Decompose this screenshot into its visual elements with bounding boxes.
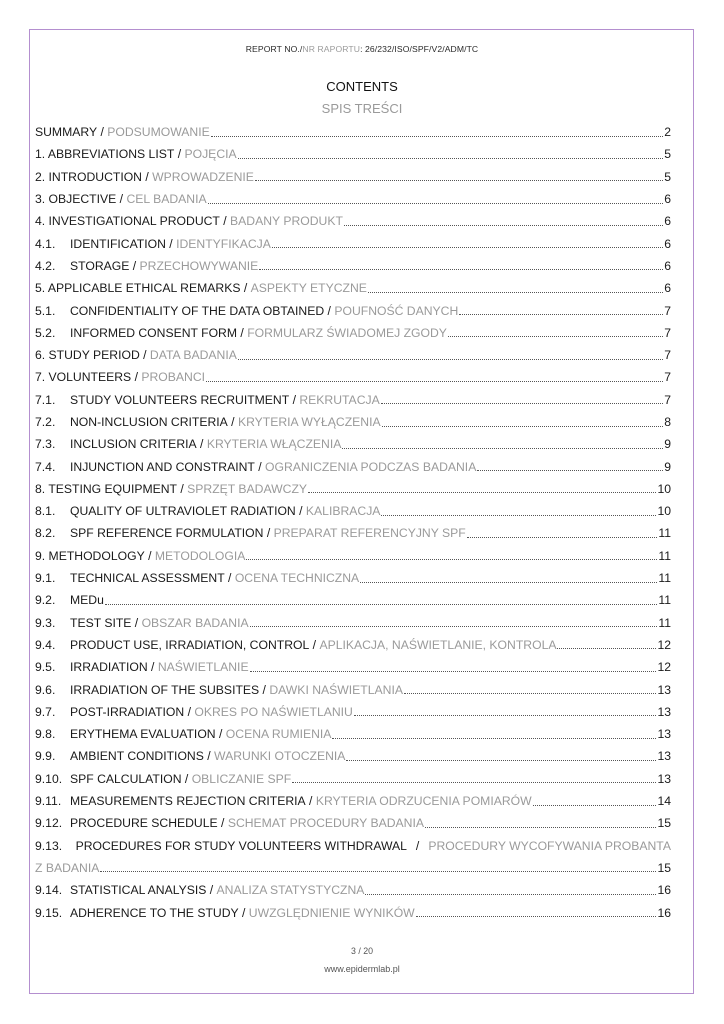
toc-entry-page: 7	[664, 348, 671, 363]
toc-entry-leader	[416, 916, 657, 917]
toc-entry-title-pl: WARUNKI OTOCZENIA	[214, 749, 346, 764]
toc-entry-separator: /	[141, 169, 153, 184]
toc-entry-title-pl: DAWKI NAŚWIETLANIA	[269, 682, 403, 697]
toc-entry-number: 8.1.	[35, 504, 56, 519]
toc-entry-title-en: STORAGE	[70, 258, 130, 273]
toc-entry-title-pl: REKRUTACJA	[299, 392, 380, 407]
toc-entry-page: 13	[657, 749, 671, 764]
toc-entry-title-en: MEASUREMENTS REJECTION CRITERIA	[70, 794, 306, 809]
toc-entry-separator: /	[116, 192, 127, 207]
toc-entry-page: 15	[657, 860, 671, 875]
toc-entry[interactable]	[35, 500, 671, 522]
toc-entry-page: 6	[664, 258, 671, 273]
toc-entry-title-en: STATISTICAL ANALYSIS	[70, 883, 207, 898]
toc-entry-leader	[272, 247, 663, 248]
toc-entry[interactable]	[35, 232, 671, 254]
toc-entry-page: 5	[664, 169, 671, 184]
toc-entry-separator: /	[203, 749, 215, 764]
toc-entry-title-pl-continued: Z BADANIA	[35, 860, 100, 875]
toc-entry-title-pl: DATA BADANIA	[149, 348, 237, 363]
toc-entry-page: 16	[657, 883, 671, 898]
toc-entry-separator: /	[237, 325, 248, 340]
toc-entry-title-en: AMBIENT CONDITIONS	[70, 749, 204, 764]
toc-entry-page: 9	[664, 437, 671, 452]
toc-entry-leader	[365, 894, 656, 895]
toc-entry-title-pl: PRZECHOWYWANIE	[139, 258, 259, 273]
toc-entry-page: 5	[664, 147, 671, 162]
toc-entry-page: 11	[658, 615, 671, 630]
toc-entry[interactable]	[35, 768, 671, 790]
toc-entry-title-en: ERYTHEMA EVALUATION	[70, 727, 216, 742]
toc-entry[interactable]	[35, 589, 671, 611]
toc-entry-title-pl: CEL BADANIA	[126, 192, 207, 207]
toc-entry-number: 9.8.	[35, 727, 56, 742]
toc-entry-leader	[533, 805, 657, 806]
toc-entry-number: 9.9.	[35, 749, 56, 764]
report-label-en: REPORT NO./	[245, 44, 303, 54]
toc-entry-page: 7	[664, 303, 671, 318]
toc-entry-leader	[382, 426, 664, 427]
toc-entry-number: 9.7.	[35, 704, 56, 719]
toc-entry-number: 9.1.	[35, 571, 56, 586]
toc-entry-title-pl: OBLICZANIE SPF	[191, 771, 292, 786]
toc-entry[interactable]	[35, 790, 671, 812]
toc-entry-separator: /	[97, 125, 108, 140]
toc-entry-page: 8	[664, 415, 671, 429]
toc-entry[interactable]	[35, 121, 671, 143]
toc-entry-leader	[360, 582, 657, 583]
toc-entry-leader	[292, 782, 656, 783]
toc-entry-title-en: SUMMARY	[35, 125, 98, 140]
toc-entry-page: 2	[664, 125, 671, 140]
toc-entry[interactable]	[35, 143, 671, 165]
toc-entry-leader	[100, 871, 656, 872]
toc-entry[interactable]	[35, 166, 671, 188]
toc-entry-title-en: 4. INVESTIGATIONAL PRODUCT	[35, 214, 220, 229]
toc-entry-title-en: ADHERENCE TO THE STUDY	[70, 905, 239, 920]
toc-entry-separator: /	[131, 370, 142, 385]
toc-entry-title-en: 9. METHODOLOGY	[35, 548, 145, 563]
toc-entry-title-pl: FORMULARZ ŚWIADOMEJ ZGODY	[247, 325, 447, 340]
toc-entry-leader	[250, 626, 658, 627]
toc-entry-separator: /	[181, 771, 192, 786]
toc-entry-title-en: 7. VOLUNTEERS	[35, 370, 132, 385]
toc-entry-title-pl: SCHEMAT PROCEDURY BADANIA	[227, 816, 424, 831]
table-of-contents	[35, 121, 671, 924]
toc-entry-separator: /	[254, 459, 266, 474]
toc-entry-page: 11	[658, 593, 671, 608]
toc-entry-title-en: 6. STUDY PERIOD	[35, 348, 140, 363]
toc-entry-continuation[interactable]	[35, 857, 671, 879]
toc-entry-title-en: INFORMED CONSENT FORM	[70, 325, 238, 340]
toc-entry-page: 11	[658, 571, 671, 586]
toc-entry[interactable]	[35, 678, 671, 700]
toc-entry-leader	[477, 470, 663, 471]
toc-entry[interactable]	[35, 901, 671, 923]
toc-entry-title-en: 8. TESTING EQUIPMENT	[35, 481, 177, 496]
toc-entry-title-en: PROCEDURES FOR STUDY VOLUNTEERS WITHDRAWAL	[75, 838, 407, 853]
toc-entry-separator: /	[219, 214, 231, 229]
toc-entry-page: 13	[657, 727, 671, 742]
toc-entry[interactable]	[35, 322, 671, 344]
toc-entry[interactable]	[35, 366, 671, 388]
toc-entry-title-pl: ASPEKTY ETYCZNE	[250, 281, 367, 296]
toc-entry-title-en: IRRADIATION OF THE SUBSITES	[70, 682, 260, 697]
toc-entry-title-pl: APLIKACJA, NAŚWIETLANIE, KONTROLA	[319, 637, 557, 652]
toc-entry-separator: /	[240, 281, 251, 296]
toc-entry-page: 13	[657, 704, 671, 719]
toc-entry-title-en: TECHNICAL ASSESSMENT	[70, 571, 225, 586]
toc-entry[interactable]	[35, 411, 671, 433]
toc-entry-leader	[381, 403, 664, 404]
toc-entry-leader	[332, 738, 656, 739]
toc-entry[interactable]	[35, 455, 671, 477]
toc-entry-title-pl: OKRES PO NAŚWIETLANIU	[194, 704, 353, 719]
toc-entry-number: 5.1.	[35, 303, 56, 318]
toc-entry-title-en: 3. OBJECTIVE	[35, 192, 117, 207]
toc-entry-separator: /	[184, 704, 195, 719]
toc-entry[interactable]	[35, 299, 671, 321]
toc-entry-page: 7	[664, 370, 671, 385]
toc-entry[interactable]	[35, 634, 671, 656]
toc-entry-title-pl: PODSUMOWANIE	[107, 125, 210, 140]
toc-entry-leader	[255, 180, 663, 181]
toc-entry[interactable]	[35, 745, 671, 767]
toc-entry-separator: /	[176, 481, 188, 496]
toc-entry-leader	[250, 671, 657, 672]
toc-entry-leader	[404, 693, 656, 694]
toc-entry-leader	[368, 292, 663, 293]
toc-entry-number: 7.4.	[35, 459, 56, 474]
toc-entry-title-en: 5. APPLICABLE ETHICAL REMARKS	[35, 281, 241, 296]
toc-entry-title-pl: UWZGLĘDNIENIE WYNIKÓW	[248, 905, 415, 920]
toc-entry-title-pl: KRYTERIA WŁĄCZENIA	[206, 437, 342, 452]
toc-entry[interactable]	[35, 478, 671, 500]
page-title: CONTENTS	[326, 79, 398, 94]
toc-entry-page: 10	[657, 504, 671, 519]
toc-entry-title-en: IDENTIFICATION	[70, 236, 166, 251]
toc-entry[interactable]	[35, 723, 671, 745]
toc-entry[interactable]	[35, 210, 671, 232]
toc-entry-separator: /	[217, 816, 228, 831]
toc-entry-number: 4.1.	[35, 236, 56, 251]
page-subtitle: SPIS TREŚCI	[321, 101, 403, 116]
toc-entry[interactable]	[35, 545, 671, 567]
toc-entry-title-pl: ANALIZA STATYSTYCZNA	[216, 883, 365, 898]
toc-entry-separator: /	[215, 727, 226, 742]
toc-entry-number: 9.4.	[35, 637, 56, 652]
toc-entry[interactable]	[35, 433, 671, 455]
toc-entry-number: 9.12.	[35, 816, 63, 831]
toc-entry-separator: /	[165, 236, 177, 251]
toc-entry-title-pl: SPRZĘT BADAWCZY	[187, 481, 308, 496]
toc-entry[interactable]	[35, 188, 671, 210]
toc-entry-page: 7	[664, 392, 671, 407]
toc-entry[interactable]	[35, 522, 671, 544]
toc-entry-title-pl: POJĘCIA	[184, 147, 237, 162]
toc-entry-number: 9.2.	[35, 593, 56, 608]
toc-entry-number: 9.6.	[35, 682, 56, 697]
toc-entry-title-en: MEDu	[70, 593, 104, 608]
toc-entry-number: 9.14.	[35, 883, 63, 898]
toc-entry-leader	[308, 492, 656, 493]
toc-entry-title-en: INCLUSION CRITERIA	[70, 437, 197, 452]
toc-entry-number: 9.11.	[35, 794, 62, 809]
toc-entry-leader	[448, 336, 663, 337]
toc-entry-separator: /	[129, 258, 140, 273]
toc-entry-separator: /	[259, 682, 270, 697]
toc-entry-page: 6	[664, 236, 671, 251]
toc-entry-title-pl: METODOLOGIA	[154, 548, 246, 563]
toc-entry-page: 9	[664, 459, 671, 474]
report-number-value: : 26/232/ISO/SPF/V2/ADM/TC	[360, 44, 479, 54]
toc-entry-leader	[246, 559, 657, 560]
toc-entry-title-en: 2. INTRODUCTION	[35, 169, 142, 184]
toc-entry-separator: /	[324, 303, 335, 318]
toc-entry-title-en: SPF REFERENCE FORMULATION	[70, 526, 264, 541]
toc-entry-title-en: INJUNCTION AND CONSTRAINT	[70, 459, 255, 474]
toc-entry-title-en: NON-INCLUSION CRITERIA	[70, 415, 228, 429]
toc-entry-leader	[557, 648, 656, 649]
toc-entry-page: 11	[658, 548, 671, 563]
toc-entry[interactable]	[35, 612, 671, 634]
toc-entry-title-en: 1. ABBREVIATIONS LIST	[35, 147, 175, 162]
toc-entry-page: 10	[657, 481, 671, 496]
toc-entry-page: 16	[657, 905, 671, 920]
toc-entry-leader	[346, 760, 656, 761]
toc-entry-title-pl: PROCEDURY WYCOFYWANIA PROBANTA	[428, 838, 671, 853]
toc-entry-separator: /	[227, 415, 238, 429]
toc-entry-leader	[211, 136, 664, 137]
toc-entry[interactable]	[35, 879, 671, 901]
toc-entry[interactable]	[35, 344, 671, 366]
toc-entry-title-pl: PROBANCI	[141, 370, 206, 385]
toc-entry-leader	[459, 314, 663, 315]
toc-entry-page: 12	[657, 637, 671, 652]
toc-entry[interactable]	[35, 277, 671, 299]
toc-entry-leader	[342, 448, 663, 449]
toc-entry-title-en: QUALITY OF ULTRAVIOLET RADIATION	[70, 504, 296, 519]
toc-entry-number: 8.2.	[35, 526, 56, 541]
toc-entry-number: 7.1.	[35, 392, 56, 407]
toc-entry-leader	[354, 715, 657, 716]
toc-entry-separator: /	[174, 147, 185, 162]
toc-entry-leader	[425, 827, 656, 828]
toc-entry-leader	[467, 537, 658, 538]
toc-entry-separator: /	[295, 504, 306, 519]
toc-entry-title-pl: IDENTYFIKACJA	[176, 236, 271, 251]
toc-entry-number: 7.2.	[35, 415, 56, 429]
toc-entry-number: 9.5.	[35, 660, 56, 675]
toc-entry-title-pl: KRYTERIA WYŁĄCZENIA	[237, 415, 381, 429]
toc-entry-title-pl: OGRANICZENIA PODCZAS BADANIA	[265, 459, 477, 474]
toc-entry-title-en: STUDY VOLUNTEERS RECRUITMENT	[70, 392, 290, 407]
toc-entry-leader	[344, 225, 663, 226]
toc-entry-title-pl: OBSZAR BADANIA	[141, 615, 249, 630]
toc-entry-page: 11	[658, 526, 671, 541]
toc-entry-leader	[206, 381, 663, 382]
toc-entry-title-pl: KRYTERIA ODRZUCENIA POMIARÓW	[315, 794, 532, 809]
toc-entry-number: 9.3.	[35, 615, 56, 630]
toc-entry[interactable]	[35, 812, 671, 834]
toc-entry-separator: /	[206, 883, 217, 898]
toc-entry-separator: /	[139, 348, 150, 363]
toc-entry-title-pl: PREPARAT REFERENCYJNY SPF	[273, 526, 466, 541]
website-link[interactable]: www.epidermlab.pl	[324, 964, 400, 974]
toc-entry-number: 9.13.	[35, 838, 63, 853]
toc-entry-leader	[238, 359, 663, 360]
toc-entry[interactable]	[35, 656, 671, 678]
toc-entry-separator: /	[263, 526, 274, 541]
toc-entry-separator: /	[305, 794, 316, 809]
page-indicator: 3 / 20	[350, 946, 373, 956]
toc-entry-separator: /	[412, 838, 423, 853]
toc-entry-separator: /	[309, 637, 320, 652]
toc-entry-title-pl: POUFNOŚĆ DANYCH	[334, 303, 459, 318]
toc-entry-title-en: POST-IRRADIATION	[70, 704, 185, 719]
toc-entry-title-pl: NAŚWIETLANIE	[157, 660, 249, 675]
toc-entry-page: 6	[664, 214, 671, 229]
toc-entry-title-en: SPF CALCULATION	[70, 771, 182, 786]
toc-entry-separator: /	[224, 571, 235, 586]
toc-entry-leader	[238, 158, 664, 159]
toc-entry[interactable]	[35, 835, 671, 857]
toc-entry-title-pl: WPROWADZENIE	[152, 169, 254, 184]
toc-entry-number: 9.15.	[35, 905, 63, 920]
toc-entry-page: 6	[664, 281, 671, 296]
toc-entry-title-pl: OCENA RUMIENIA	[225, 727, 332, 742]
toc-entry-number: 7.3.	[35, 437, 56, 452]
toc-entry-title-en: PRODUCT USE, IRRADIATION, CONTROL	[70, 637, 310, 652]
toc-entry-separator: /	[289, 392, 300, 407]
toc-entry-title-en: IRRADIATION	[70, 660, 148, 675]
toc-entry-page: 13	[657, 682, 671, 697]
toc-entry-number: 9.10.	[35, 771, 63, 786]
toc-entry-title-pl: OCENA TECHNICZNA	[234, 571, 360, 586]
toc-entry[interactable]	[35, 255, 671, 277]
toc-entry[interactable]	[35, 567, 671, 589]
toc-entry-separator: /	[147, 660, 158, 675]
toc-entry-page: 6	[664, 192, 671, 207]
toc-entry-title-pl: KALIBRACJA	[305, 504, 381, 519]
toc-entry-leader	[105, 604, 657, 605]
toc-entry-title-en: TEST SITE	[70, 615, 132, 630]
toc-entry-title-en: PROCEDURE SCHEDULE	[70, 816, 218, 831]
toc-entry[interactable]	[35, 389, 671, 411]
toc-entry-title-pl: BADANY PRODUKT	[230, 214, 343, 229]
toc-entry-leader	[259, 269, 663, 270]
toc-entry-separator: /	[196, 437, 207, 452]
toc-entry-number: 4.2.	[35, 258, 56, 273]
toc-entry-page: 7	[664, 325, 671, 340]
toc-entry-title-en: CONFIDENTIALITY OF THE DATA OBTAINED	[70, 303, 325, 318]
toc-entry-page: 15	[657, 816, 671, 831]
toc-entry-separator: /	[144, 548, 155, 563]
toc-entry-separator: /	[238, 905, 249, 920]
toc-entry[interactable]	[35, 701, 671, 723]
toc-entry-number: 5.2.	[35, 325, 56, 340]
report-label-pl: NR RAPORTU	[302, 44, 361, 54]
toc-entry-page: 12	[657, 660, 671, 675]
toc-entry-page: 13	[657, 771, 671, 786]
toc-entry-leader	[381, 515, 656, 516]
toc-entry-leader	[208, 203, 664, 204]
toc-entry-separator: /	[131, 615, 142, 630]
report-number	[0, 44, 724, 54]
toc-entry-page: 14	[657, 794, 671, 809]
